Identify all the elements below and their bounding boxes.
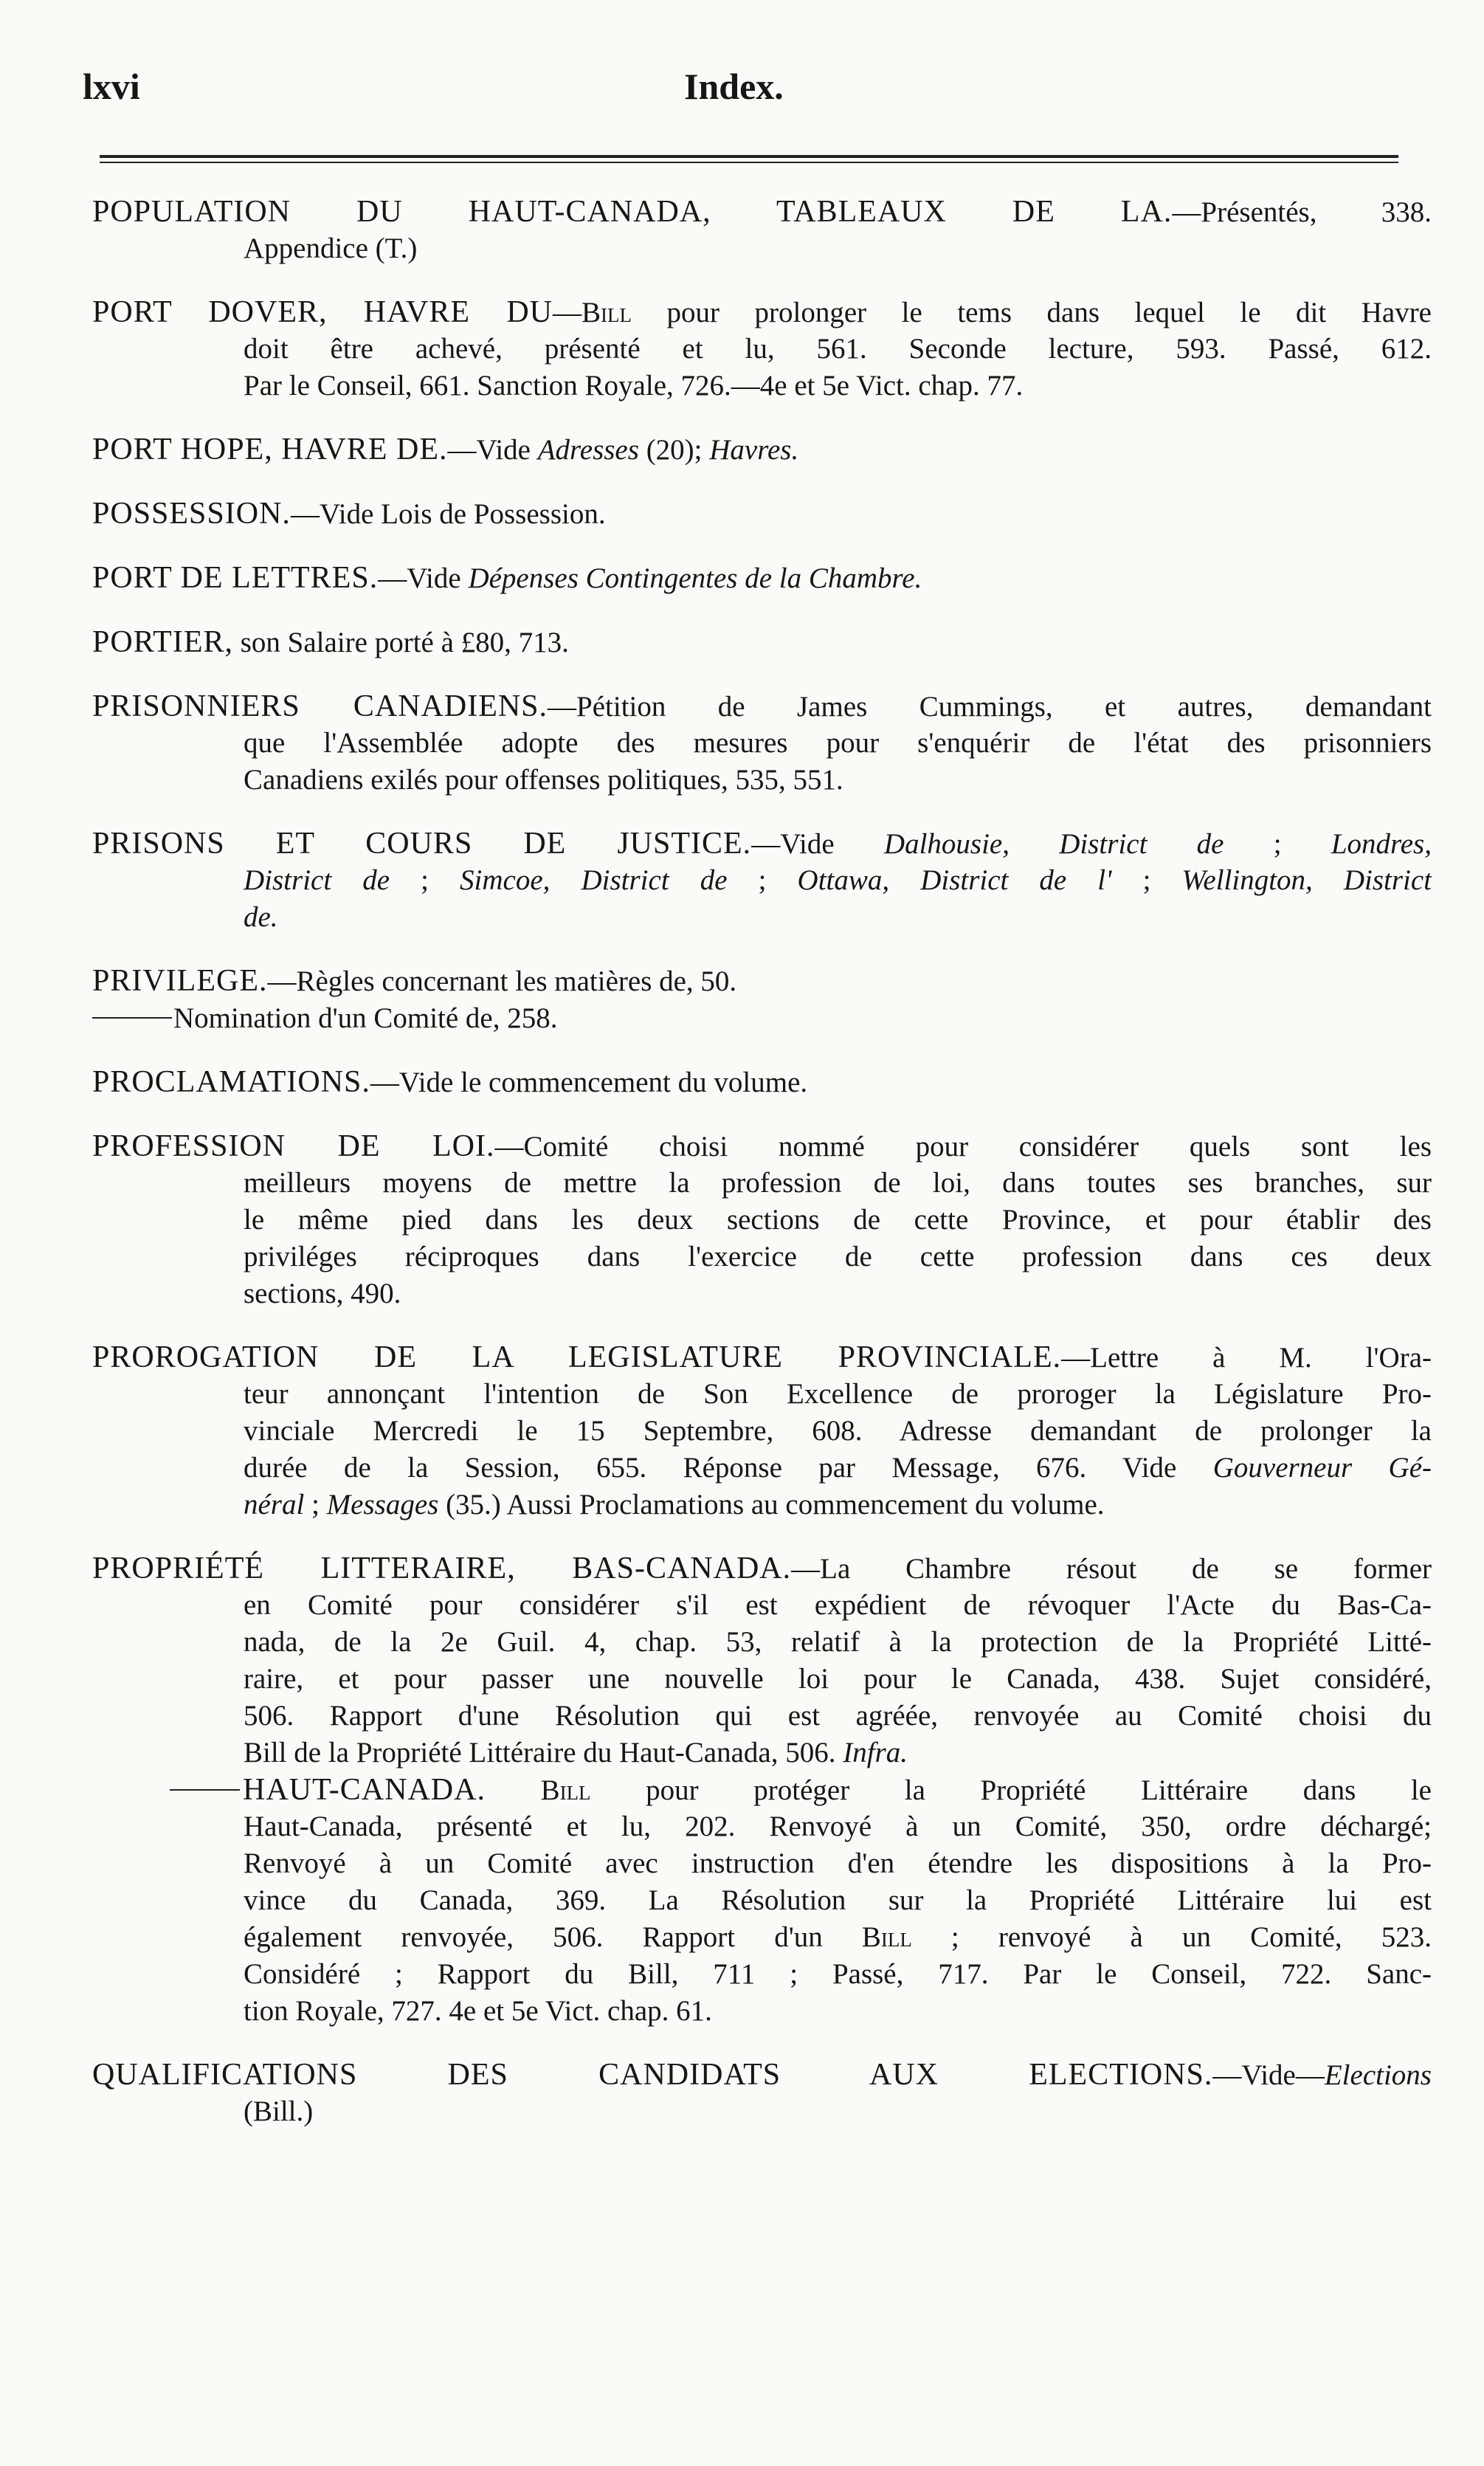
entry-port-de-lettres: PORT DE LETTRES.—Vide Dépenses Contingentes de la Chambre. <box>92 561 922 595</box>
entry-propriete-litteraire: PROPRIÉTÉ LITTERAIRE, BAS-CANADA.—La Chambre résout de se former en Comité pour considérer s'il est expédient de révoquer l'Acte du Bas-Ca- nada, de la 2e Guil. 4, chap. 53, relatif à la protection de la Propriété Litté- raire, et pour passer une nouvelle loi pour le Canada, 438. Sujet considéré, 506. Rapport d'une Résolution qui est agréée, renvoyée au Comité choisi du Bill de la Propriété Littéraire du Haut-Canada, 506. Infra. HAUT-CANADA. Bill pour protéger la Propriété Littéraire dans le Haut-Canada, présenté et lu, 202. Renvoyé à un Comité, 350, ordre déchargé; Renvoyé à un Comité avec instruction d'en étendre les dispositions à la Pro- vince du Canada, 369. La Résolution sur la Propriété Littéraire lui est également renvoyée, 506. Rapport d'un Bill ; renvoyé à un Comité, 523. Considéré ; Rapport du Bill, 711 ; Passé, 717. Par le Conseil, 722. Sanc- tion Royale, 727. 4e et 5e Vict. chap. 61. <box>92 1551 1432 2027</box>
sub-entry-haut-canada: HAUT-CANADA. Bill pour protéger la Propriété Littéraire dans le <box>92 1771 1432 1808</box>
entry-prorogation: PROROGATION DE LA LEGISLATURE PROVINCIALE.—Lettre à M. l'Ora- teur annonçant l'intention de Son Excellence de proroger la Législature Pro- vinciale Mercredi le 15 Septembre, 608. Adresse demandant de prolonger la durée de la Session, 655. Réponse par Message, 676. Vide Gouverneur Gé- néral ; Messages (35.) Aussi Proclamations au commencement du volume. <box>92 1340 1432 1520</box>
header-rule-thin <box>100 162 1398 163</box>
repeat-dash <box>170 1789 240 1791</box>
index-entries <box>92 193 1432 2157</box>
entry-heading: QUALIFICATIONS DES CANDIDATS AUX ELECTIONS. <box>92 2058 1213 2092</box>
page-header <box>83 65 1404 124</box>
entry-port-dover: PORT DOVER, HAVRE DU—Bill pour prolonger le tems dans lequel le dit Havre doit être achevé, présenté et lu, 561. Seconde lecture, 593. Passé, 612. Par le Conseil, 661. Sanction Royale, 726.—4e et 5e Vict. chap. 77. <box>92 295 1432 402</box>
header-rule-thick <box>100 155 1398 158</box>
entry-prisonniers: PRISONNIERS CANADIENS.—Pétition de James Cummings, et autres, demandant que l'Assemblée adopte des mesures pour s'enquérir de l'état des prisonniers Canadiens exilés pour offenses politiques, 535, 551. <box>92 689 1432 796</box>
entry-heading: PROCLAMATIONS. <box>92 1065 370 1099</box>
entry-heading: PORT HOPE, HAVRE DE. <box>92 433 448 466</box>
repeat-dash <box>92 1017 172 1019</box>
entry-possession: POSSESSION.—Vide Lois de Possession. <box>92 497 606 531</box>
entry-population: POPULATION DU HAUT-CANADA, TABLEAUX DE LA.—Présentés, 338. Appendice (T.) <box>92 195 1432 264</box>
entry-heading: PORT DE LETTRES. <box>92 561 379 595</box>
entry-heading: PORTIER, <box>92 625 233 659</box>
entry-port-hope: PORT HOPE, HAVRE DE.—Vide Adresses (20); Havres. <box>92 433 799 466</box>
page-number: lxvi <box>83 66 140 107</box>
entry-heading: PROPRIÉTÉ LITTERAIRE, BAS-CANADA. <box>92 1551 792 1585</box>
page-title: Index. <box>684 66 784 107</box>
entry-heading: PRISONNIERS CANADIENS. <box>92 689 548 723</box>
entry-heading: PROFESSION DE LOI. <box>92 1129 495 1163</box>
entry-portier: PORTIER, son Salaire porté à £80, 713. <box>92 625 569 659</box>
entry-prisons: PRISONS ET COURS DE JUSTICE.—Vide Dalhousie, District de ; Londres, District de ; Simcoe, District de ; Ottawa, District de l' ; Wellington, District de. <box>92 827 1432 933</box>
entry-heading: PRISONS ET COURS DE JUSTICE. <box>92 827 752 861</box>
entry-heading: POSSESSION. <box>92 497 291 531</box>
entry-heading: PROROGATION DE LA LEGISLATURE PROVINCIALE. <box>92 1340 1062 1374</box>
entry-heading: PORT DOVER, HAVRE DU <box>92 295 553 329</box>
entry-heading: PRIVILEGE. <box>92 964 268 998</box>
entry-profession-de-loi: PROFESSION DE LOI.—Comité choisi nommé pour considérer quels sont les meilleurs moyens de mettre la profession de loi, dans toutes ses branches, sur le même pied dans les deux sections de cette Province, et pour établir des priviléges réciproques dans l'exercice de cette profession dans ces deux sections, 490. <box>92 1129 1432 1309</box>
entry-heading: POPULATION DU HAUT-CANADA, TABLEAUX DE LA. <box>92 195 1173 229</box>
entry-qualifications: QUALIFICATIONS DES CANDIDATS AUX ELECTIONS.—Vide—Elections (Bill.) <box>92 2058 1432 2127</box>
entry-privilege: PRIVILEGE.—Règles concernant les matières de, 50. Nomination d'un Comité de, 258. <box>92 964 737 1034</box>
entry-proclamations: PROCLAMATIONS.—Vide le commencement du volume. <box>92 1065 808 1099</box>
